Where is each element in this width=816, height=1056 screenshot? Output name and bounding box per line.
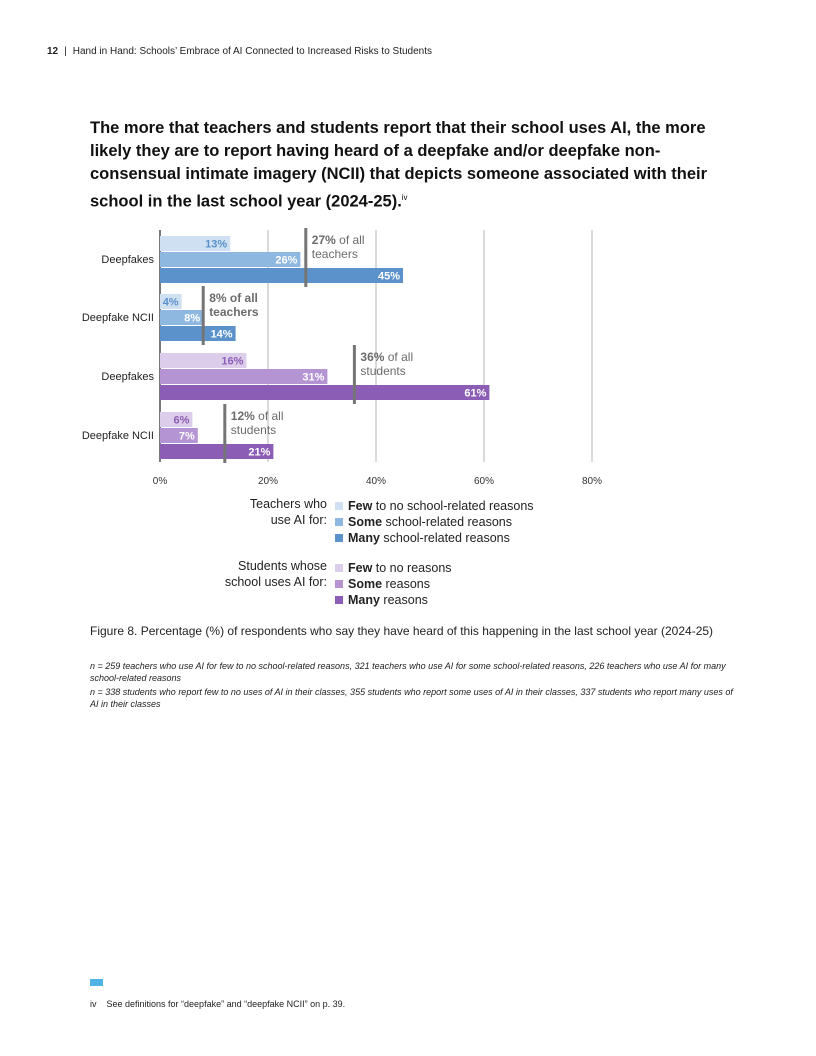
footnote-text: See definitions for “deepfake” and “deepfake NCII” on p. 39.	[106, 999, 346, 1009]
legend-item-rest: school-related reasons	[379, 531, 510, 545]
x-tick-label: 80%	[581, 476, 603, 487]
legend-students-label-line1: Students whose	[238, 559, 327, 573]
overall-annotation-value: 27%	[311, 233, 336, 247]
sample-note-teachers: n = 259 teachers who use AI for few to no school-related reasons, 321 teachers who use AI for some school-related reasons, 226 teachers who use AI for many school-related reasons	[90, 661, 726, 683]
data-label: 21%	[248, 446, 271, 459]
legend-item-bold: Many	[348, 593, 380, 607]
category-label: Deepfake NCII	[81, 430, 154, 442]
data-label: 13%	[205, 238, 228, 251]
legend-teachers-label-line2: use AI for:	[270, 513, 327, 527]
category-label: Deepfakes	[101, 254, 154, 266]
legend-item-rest: school-related reasons	[382, 515, 512, 529]
footnote-marker-bar	[90, 979, 103, 986]
legend-item-students-many	[335, 592, 428, 608]
legend-swatch	[335, 564, 343, 572]
data-label: 14%	[210, 328, 233, 341]
overall-annotation-rest: of all	[335, 233, 365, 247]
overall-annotation-line2: teachers	[311, 247, 358, 261]
legend-item-students-few	[335, 560, 452, 576]
data-label: 6%	[173, 414, 190, 427]
legend-item-students-some	[335, 576, 430, 592]
document-title: Hand in Hand: Schools’ Embrace of AI Connected to Increased Risks to Students	[72, 46, 433, 57]
overall-annotation-rest: of all	[384, 350, 414, 364]
legend-item-bold: Many	[348, 531, 380, 545]
overall-annotation	[209, 291, 258, 305]
legend-item-bold: Few	[348, 499, 373, 513]
bar	[160, 385, 489, 400]
legend-item-rest: reasons	[382, 577, 430, 591]
footnote	[90, 999, 345, 1009]
x-tick-label: 60%	[473, 476, 495, 487]
legend-item-bold: Few	[348, 561, 373, 575]
overall-annotation-rest: of all	[254, 409, 284, 423]
legend-item-rest: to no school-related reasons	[372, 499, 534, 513]
legend-swatch	[335, 502, 343, 510]
data-label: 45%	[377, 270, 400, 283]
legend-teachers-label-line1: Teachers who	[249, 497, 327, 511]
legend-swatch	[335, 580, 343, 588]
page-number: 12	[47, 46, 59, 57]
legend-item-rest: reasons	[379, 593, 428, 607]
category-label: Deepfakes	[101, 371, 154, 383]
legend-item-teachers-some	[335, 514, 512, 530]
data-label: 16%	[221, 355, 244, 368]
x-tick-label: 20%	[257, 476, 279, 487]
sample-note-students: n = 338 students who report few to no uses of AI in their classes, 355 students who report some uses of AI in their classes, 337 students who report many uses of AI in their classes	[90, 687, 733, 709]
overall-annotation-value: 36%	[360, 350, 385, 364]
bar	[160, 268, 403, 283]
legend-students-label	[190, 558, 327, 590]
x-tick-label: 0%	[152, 476, 168, 487]
legend-students-label-line2: school uses AI for:	[224, 575, 327, 589]
overall-annotation	[231, 409, 284, 423]
footnote-number: iv	[90, 999, 97, 1009]
figure-caption: Figure 8. Percentage (%) of respondents who say they have heard of this happening in the last school year (2024-25)	[90, 624, 714, 638]
overall-annotation	[312, 233, 365, 247]
header-separator: |	[64, 46, 67, 57]
overall-annotation-line2: teachers	[209, 305, 259, 319]
data-label: 8%	[184, 312, 201, 325]
overall-annotation-line2: students	[230, 423, 277, 437]
legend-teachers-label	[190, 496, 327, 528]
overall-annotation	[360, 350, 413, 364]
legend-swatch	[335, 534, 343, 542]
overall-annotation-value: 8% of all	[209, 291, 258, 305]
overall-annotation-line2: students	[360, 364, 406, 378]
data-label: 31%	[302, 371, 325, 384]
category-label: Deepfake NCII	[81, 312, 154, 324]
legend-item-rest: to no reasons	[372, 561, 452, 575]
data-label: 26%	[275, 254, 298, 267]
legend-swatch	[335, 518, 343, 526]
overall-annotation-value: 12%	[230, 409, 255, 423]
bar-chart	[0, 0, 816, 500]
legend-item-bold: Some	[348, 515, 383, 529]
legend-swatch	[335, 596, 343, 604]
footnote-ref: iv	[401, 193, 408, 202]
legend-item-teachers-many	[335, 530, 510, 546]
data-label: 4%	[162, 296, 179, 309]
data-label: 7%	[178, 430, 195, 443]
legend-item-bold: Some	[348, 577, 383, 591]
data-label: 61%	[464, 387, 487, 400]
figure-heading-text: The more that teachers and students report that their school uses AI, the more likely they are to report having heard of a deepfake and/or deepfake non-consensual intimate imagery (NCII) that depicts someone associated with their school in the last school year (2024-25).	[90, 119, 708, 211]
legend-item-teachers-few	[335, 498, 534, 514]
x-tick-label: 40%	[365, 476, 387, 487]
